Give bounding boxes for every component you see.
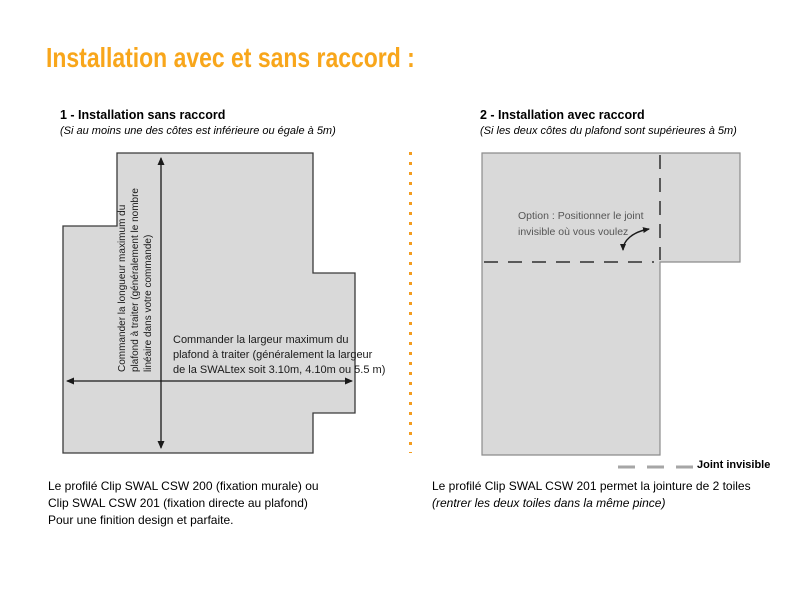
right-footer-line: Le profilé Clip SWAL CSW 201 permet la jointure de 2 toiles [432,479,751,493]
length-label-line: linéaire dans votre commande) [143,234,154,372]
dotted-divider [409,152,412,453]
joint-option-label-line: invisible où vous voulez [518,226,629,238]
left-section-subheading: (Si au moins une des côtes est inférieure ou égale à 5m) [60,125,336,137]
width-label-line: de la SWALtex soit 3.10m, 4.10m ou 5.5 m) [173,364,386,376]
right-ceiling-shape [470,145,770,475]
joint-option-label [518,208,658,240]
right-section-header [480,107,737,138]
left-footer-line: Le profilé Clip SWAL CSW 200 (fixation murale) ou [48,479,319,493]
ceiling-outline-right [482,153,740,455]
ceiling-outline-left [63,153,355,453]
left-footer-line: Pour une finition design et parfaite. [48,513,234,527]
width-label-line: plafond à traiter (généralement la largeur [173,349,373,361]
left-footer-line: Clip SWAL CSW 201 (fixation directe au plafond) [48,496,308,510]
right-ceiling-diagram [470,145,770,475]
right-section-heading: 2 - Installation avec raccord [480,108,645,122]
legend-label: Joint invisible [697,459,771,471]
left-footer-text [48,478,319,529]
right-footer-line-italic: (rentrer les deux toiles dans la même pince) [432,496,666,510]
page-title: Installation avec et sans raccord : [46,42,415,73]
width-label-line: Commander la largeur maximum du [173,334,349,346]
length-label [116,182,158,372]
joint-option-label-line: Option : Positionner le joint [518,210,644,222]
legend-dash-sample [615,460,697,472]
left-ceiling-diagram [55,145,365,460]
length-label-line: plafond à traiter (généralement le nombre [130,188,141,372]
left-section-header [60,107,336,138]
right-footer-text [432,478,751,512]
legend-dash-icon [615,461,697,473]
left-ceiling-shape [55,145,365,460]
left-section-heading: 1 - Installation sans raccord [60,108,226,122]
length-label-line: Commander la longueur maximum du [117,204,128,372]
right-section-subheading: (Si les deux côtes du plafond sont supérieures à 5m) [480,125,737,137]
width-label [173,333,386,378]
